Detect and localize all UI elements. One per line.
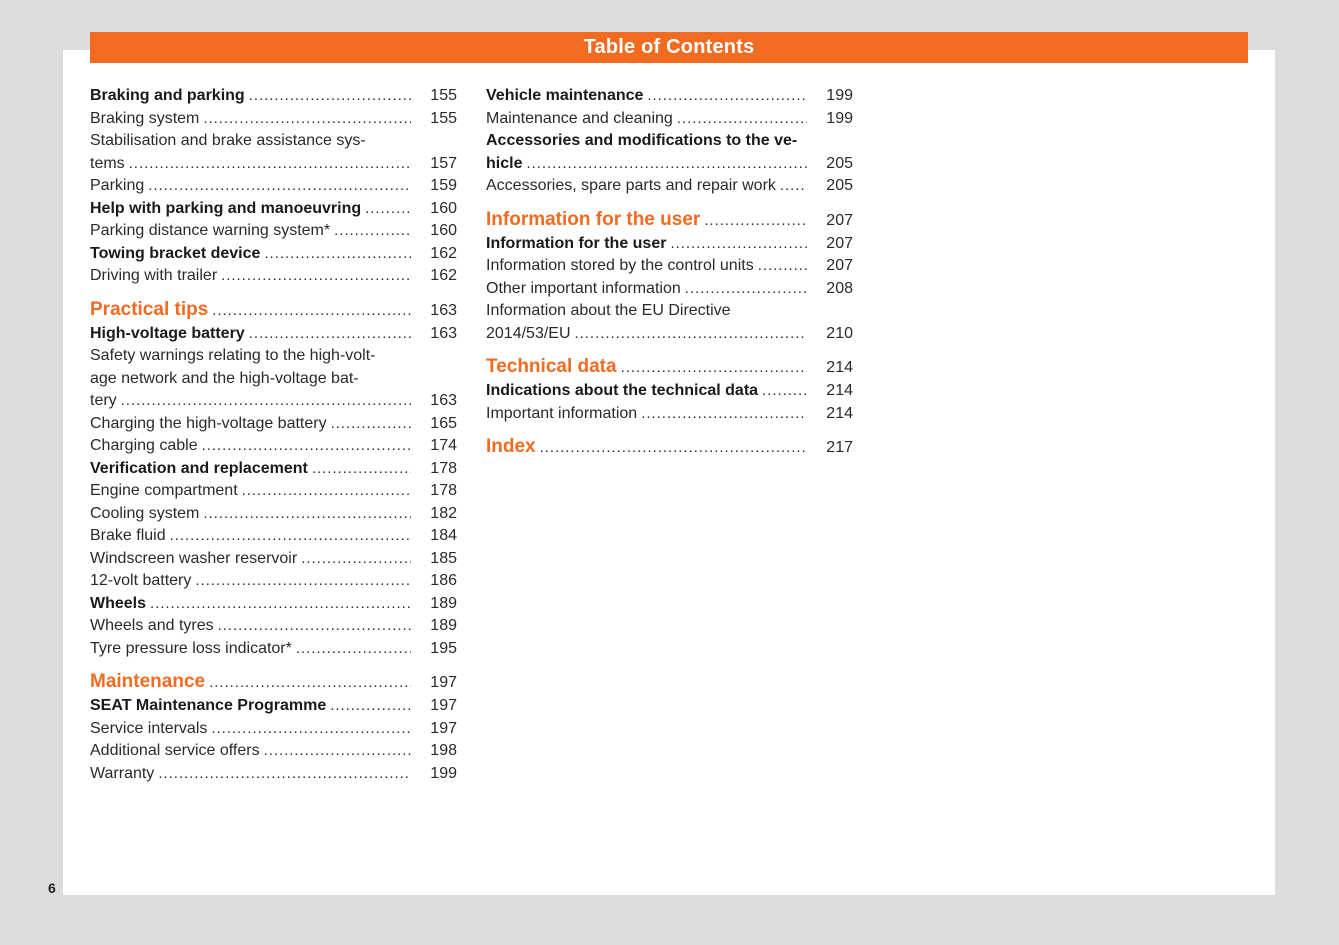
toc-entry-page: 160 [430, 222, 457, 239]
toc-entry-label: Charging the high-voltage battery [90, 414, 327, 432]
toc-entry-page: 184 [430, 527, 457, 544]
toc-entry-label: Braking and parking [90, 87, 245, 104]
toc-section-heading[interactable] [486, 435, 853, 460]
toc-entry[interactable] [486, 278, 853, 301]
toc-entry-label: Index [486, 436, 536, 457]
dot-leader [264, 740, 411, 763]
toc-entry-page: 159 [430, 177, 457, 194]
toc-entry-page: 199 [430, 764, 457, 782]
toc-entry-label: Information for the user [486, 234, 667, 252]
toc-entry[interactable] [90, 593, 457, 616]
toc-entry-label: tems [90, 154, 125, 172]
dot-leader [212, 299, 411, 323]
dot-leader [641, 403, 807, 426]
toc-entry-label: Windscreen washer reservoir [90, 549, 298, 567]
dot-leader [170, 525, 411, 548]
toc-entry-label: Wheels and tyres [90, 617, 214, 634]
toc-entry[interactable] [90, 458, 457, 481]
toc-entry-page: 178 [430, 482, 457, 499]
toc-entry[interactable] [90, 243, 457, 266]
toc-entry-label: Towing bracket device [90, 244, 261, 262]
dot-leader [121, 390, 411, 413]
toc-entry[interactable] [90, 220, 457, 243]
toc-entry-page: 160 [430, 199, 457, 217]
toc-entry-page: 199 [826, 109, 853, 127]
toc-entry-label: Tyre pressure loss indicator* [90, 639, 292, 657]
toc-entry-label: Service intervals [90, 719, 208, 737]
toc-entry-page: 155 [430, 87, 457, 104]
dot-leader [218, 615, 411, 638]
page-title: Table of Contents [583, 36, 755, 58]
toc-entry[interactable] [90, 390, 457, 413]
toc-entry[interactable] [90, 480, 457, 503]
toc-entry-page: 182 [430, 504, 457, 522]
dot-leader [221, 265, 411, 288]
toc-entry-label: Warranty [90, 764, 155, 782]
toc-entry-label: Cooling system [90, 504, 200, 522]
toc-entry-label: SEAT Maintenance Programme [90, 697, 327, 714]
toc-entry-label-line[interactable]: Information about the EU Directive [486, 302, 731, 319]
toc-entry-page: 210 [826, 324, 853, 342]
dot-leader [331, 413, 411, 436]
dot-leader [203, 108, 411, 131]
toc-entry-page: 165 [430, 414, 457, 432]
toc-entry-page: 174 [430, 437, 457, 454]
toc-entry-page: 197 [430, 697, 457, 714]
toc-entry-label: Maintenance [90, 671, 206, 692]
dot-leader [780, 175, 807, 198]
toc-entry-page: 214 [826, 382, 853, 399]
dot-leader [526, 153, 807, 176]
toc-entry-label: 2014/53/EU [486, 324, 571, 342]
toc-entry-label-line[interactable]: Safety warnings relating to the high-volt- [90, 347, 376, 364]
dot-leader [195, 570, 411, 593]
toc-entry[interactable] [90, 763, 457, 786]
dot-leader [264, 243, 411, 266]
toc-entry[interactable] [90, 718, 457, 741]
toc-entry-label: Brake fluid [90, 527, 166, 544]
dot-leader [211, 718, 411, 741]
toc-entry-label: Help with parking and manoeuvring [90, 199, 362, 217]
dot-leader [670, 233, 807, 256]
dot-leader [621, 356, 807, 380]
page-title-bar [90, 32, 1248, 63]
page-number: 6 [48, 880, 56, 896]
toc-entry-label: Verification and replacement [90, 459, 308, 477]
toc-entry-label: Other important information [486, 279, 681, 297]
toc-entry[interactable] [90, 85, 457, 108]
toc-entry[interactable] [90, 695, 457, 718]
toc-entry-label: Braking system [90, 109, 200, 127]
toc-entry-label: Charging cable [90, 437, 198, 454]
toc-entry[interactable] [90, 153, 457, 176]
toc-entry-label: Practical tips [90, 298, 209, 320]
toc-entry[interactable] [486, 233, 853, 256]
toc-entry-page: 195 [430, 639, 457, 657]
dot-leader [249, 323, 411, 346]
toc-entry-page: 186 [430, 572, 457, 589]
toc-entry-label: hicle [486, 154, 523, 172]
dot-leader [647, 85, 807, 108]
toc-entry[interactable] [90, 615, 457, 638]
toc-entry-page: 197 [430, 719, 457, 737]
dot-leader [330, 695, 411, 718]
dot-leader [249, 85, 411, 108]
toc-section-heading[interactable] [486, 355, 853, 380]
toc-entry-page: 208 [826, 279, 853, 297]
toc-entry-page: 198 [430, 742, 457, 759]
toc-entry-label: Information stored by the control units [486, 257, 754, 274]
dot-leader [301, 548, 411, 571]
dot-leader [129, 153, 411, 176]
toc-entry-page: 197 [430, 674, 457, 691]
dot-leader [762, 380, 807, 403]
dot-leader [334, 220, 411, 243]
toc-entry-page: 189 [430, 594, 457, 612]
toc-column-right [486, 85, 853, 460]
toc-entry[interactable] [486, 175, 853, 198]
toc-entry[interactable] [90, 503, 457, 526]
toc-entry[interactable] [90, 323, 457, 346]
toc-entry[interactable] [486, 85, 853, 108]
toc-entry-label-line[interactable]: age network and the high-voltage bat- [90, 369, 359, 387]
toc-entry-page: 163 [430, 301, 457, 319]
dot-leader [150, 593, 411, 616]
toc-entry[interactable] [90, 638, 457, 661]
toc-entry[interactable] [90, 548, 457, 571]
toc-entry-label: Wheels [90, 594, 147, 612]
toc-entry[interactable] [90, 740, 457, 763]
dot-leader [202, 435, 411, 458]
toc-entry[interactable] [90, 198, 457, 221]
dot-leader [575, 323, 807, 346]
dot-leader [312, 458, 411, 481]
toc-entry-label: Technical data [486, 356, 617, 377]
toc-entry[interactable] [90, 265, 457, 288]
dot-leader [365, 198, 411, 221]
toc-entry[interactable] [90, 525, 457, 548]
toc-entry-page: 207 [826, 257, 853, 274]
toc-entry-page: 207 [826, 211, 853, 229]
toc-entry-page: 162 [430, 267, 457, 284]
toc-entry-page: 207 [826, 234, 853, 252]
toc-entry[interactable] [90, 175, 457, 198]
toc-column-left [90, 85, 457, 785]
toc-entry-page: 189 [430, 617, 457, 634]
dot-leader [704, 209, 807, 233]
toc-entry[interactable] [486, 380, 853, 403]
dot-leader [540, 436, 807, 460]
toc-entry-page: 199 [826, 87, 853, 104]
toc-entry[interactable] [486, 403, 853, 426]
toc-entry-page: 178 [430, 459, 457, 477]
toc-entry-page: 163 [430, 324, 457, 342]
toc-section-heading[interactable] [486, 208, 853, 233]
toc-entry-label: tery [90, 392, 117, 409]
toc-entry-page: 185 [430, 549, 457, 567]
dot-leader [148, 175, 411, 198]
dot-leader [203, 503, 411, 526]
toc-entry-label: Maintenance and cleaning [486, 109, 673, 127]
toc-entry-label: Information for the user [486, 208, 701, 230]
toc-section-heading[interactable] [90, 298, 457, 323]
toc-entry-label-line[interactable]: Stabilisation and brake assistance sys- [90, 132, 366, 149]
toc-entry[interactable] [90, 413, 457, 436]
toc-entry-page: 217 [826, 439, 853, 456]
toc-entry-page: 214 [826, 404, 853, 422]
toc-entry-label: Engine compartment [90, 482, 238, 499]
toc-entry[interactable] [486, 323, 853, 346]
toc-entry-page: 163 [430, 392, 457, 409]
dot-leader [158, 763, 411, 786]
toc-entry-label: 12-volt battery [90, 572, 192, 589]
toc-entry[interactable] [486, 153, 853, 176]
toc-section-heading[interactable] [90, 670, 457, 695]
toc-entry-page: 205 [826, 154, 853, 172]
toc-entry-label: Indications about the technical data [486, 382, 759, 399]
toc-entry[interactable] [90, 435, 457, 458]
toc-entry[interactable] [90, 108, 457, 131]
toc-entry-label: Parking distance warning system* [90, 222, 331, 239]
dot-leader [677, 108, 807, 131]
toc-entry[interactable] [90, 570, 457, 593]
toc-entry-page: 162 [430, 244, 457, 262]
dot-leader [296, 638, 411, 661]
toc-entry-label: Vehicle maintenance [486, 87, 644, 104]
toc-entry-label: Driving with trailer [90, 267, 218, 284]
toc-entry-page: 214 [826, 359, 853, 376]
toc-entry-label: High-voltage battery [90, 324, 245, 342]
dot-leader [209, 671, 411, 695]
toc-entry-page: 205 [826, 177, 853, 194]
toc-entry-label: Parking [90, 177, 145, 194]
toc-entry[interactable] [486, 108, 853, 131]
toc-entry[interactable] [486, 255, 853, 278]
toc-entry-page: 157 [430, 154, 457, 172]
dot-leader [758, 255, 807, 278]
dot-leader [685, 278, 807, 301]
toc-entry-label: Accessories, spare parts and repair work [486, 177, 776, 194]
dot-leader [242, 480, 411, 503]
toc-entry-label-line[interactable]: Accessories and modifications to the ve- [486, 132, 798, 149]
toc-entry-page: 155 [430, 109, 457, 127]
toc-entry-label: Important information [486, 404, 638, 422]
toc-entry-label: Additional service offers [90, 742, 260, 759]
